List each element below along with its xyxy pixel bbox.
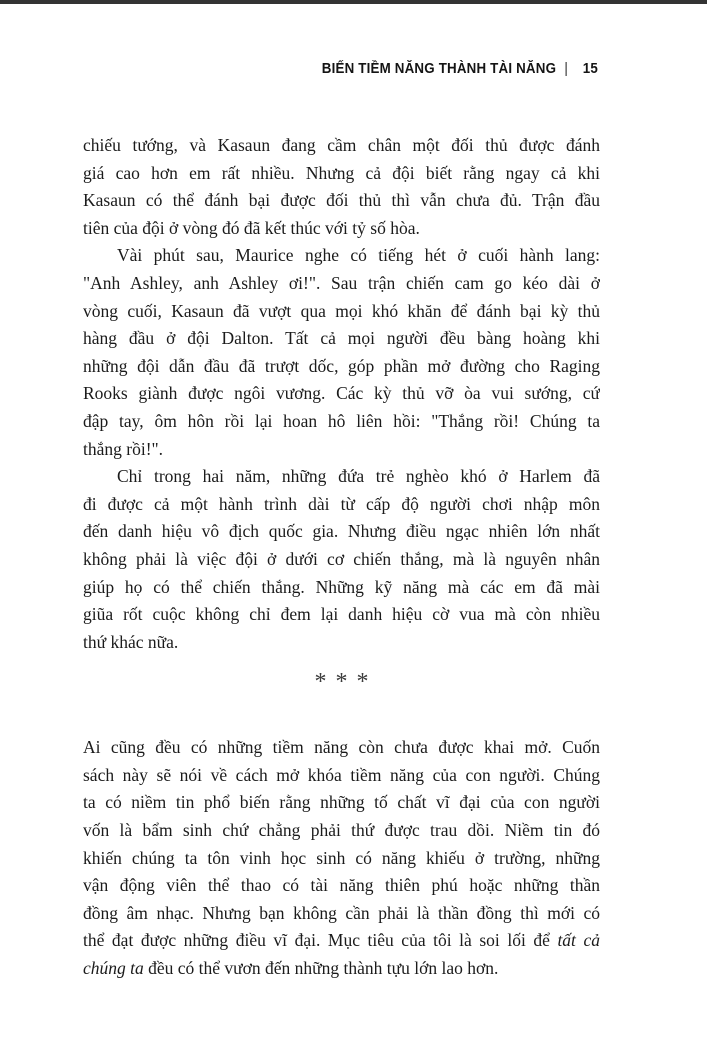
paragraph-line: Vài phút sau, Maurice nghe có tiếng hét ở cuối hành lang: (117, 245, 600, 266)
paragraph-line: những đội dẫn đầu đã trượt dốc, góp phần mở đường cho Raging (83, 355, 600, 376)
page-top-bar (0, 0, 707, 4)
paragraph-line: giúp họ có thể chiến thắng. Những kỹ năng mà các em đã mài (83, 576, 600, 597)
paragraph-line: Chỉ trong hai năm, những đứa trẻ nghèo khó ở Harlem đã (117, 466, 600, 487)
paragraph (83, 734, 600, 982)
paragraph-line: Rooks giành được ngôi vương. Các kỳ thủ vỡ òa vui sướng, cứ (83, 383, 600, 404)
paragraph-line: giũa rốt cuộc không chỉ đem lại danh hiệu cờ vua mà còn nhiều (83, 604, 600, 625)
paragraph-line: Ai cũng đều có những tiềm năng còn chưa được khai mở. Cuốn (83, 737, 600, 758)
paragraph-line: giá cao hơn em rất nhiều. Nhưng cả đội biết rằng ngay cả khi (83, 162, 600, 183)
paragraph-line: chúng ta đều có thể vươn đến những thành tựu lớn lao hơn. (83, 958, 499, 979)
running-header (48, 61, 598, 77)
paragraph-line: "Anh Ashley, anh Ashley ơi!". Sau trận chiến cam go kéo dài ở (83, 272, 600, 293)
body-text (83, 132, 600, 983)
paragraph-line: thắng rồi!". (83, 438, 164, 459)
paragraph-line: vận động viên thể thao có tài năng thiên phú hoặc những thần (83, 875, 600, 896)
paragraph-line: ta có niềm tin phổ biến rằng những tố chất vĩ đại của con người (83, 792, 600, 813)
paragraph-line: vốn là bẩm sinh chứ chẳng phải thứ được trau dồi. Niềm tin đó (83, 820, 600, 841)
header-title: BIẾN TIỀM NĂNG THÀNH TÀI NĂNG (321, 61, 557, 77)
paragraph (83, 242, 600, 463)
paragraph (83, 132, 600, 242)
header-separator: | (564, 61, 569, 77)
paragraph-line: đồng âm nhạc. Nhưng bạn không cần phải là thần đồng thì mới có (83, 902, 600, 923)
paragraph-line: thứ khác nữa. (83, 631, 179, 652)
paragraph-line: chiếu tướng, và Kasaun đang cầm chân một đối thủ được đánh (83, 135, 600, 155)
paragraph-line: thể đạt được những điều vĩ đại. Mục tiêu của tôi là soi lối để tất cả (83, 930, 600, 951)
paragraph-line: vòng cuối, Kasaun đã vượt qua mọi khó khăn để đánh bại kỳ thủ (83, 300, 600, 321)
paragraph-line: sách này sẽ nói về cách mở khóa tiềm năng của con người. Chúng (83, 764, 600, 785)
paragraph-line: đến danh hiệu vô địch quốc gia. Nhưng điều ngạc nhiên lớn nhất (83, 521, 600, 542)
page-number: 15 (582, 61, 598, 77)
paragraph-line: không phải là việc đội ở dưới cơ chiến thắng, mà là nguyên nhân (83, 548, 600, 569)
paragraph-line: khiến chúng ta tôn vinh học sinh có năng khiếu ở trường, những (83, 847, 600, 868)
section-separator: *** (314, 669, 378, 696)
paragraph-line: đập tay, ôm hôn rồi lại hoan hô liên hồi: "Thắng rồi! Chúng ta (83, 410, 600, 431)
paragraph-line: đi được cả một hành trình dài từ cấp độ người chơi nhập môn (83, 493, 600, 514)
paragraph-line: hàng đầu ở đội Dalton. Tất cả mọi người đều bàng hoàng khi (83, 328, 600, 349)
paragraph (83, 463, 600, 656)
paragraph-line: Kasaun có thể đánh bại được đối thủ thì vẫn chưa đủ. Trận đầu (83, 190, 600, 211)
paragraph-line: tiên của đội ở vòng đó đã kết thúc với tỷ số hòa. (83, 217, 420, 238)
